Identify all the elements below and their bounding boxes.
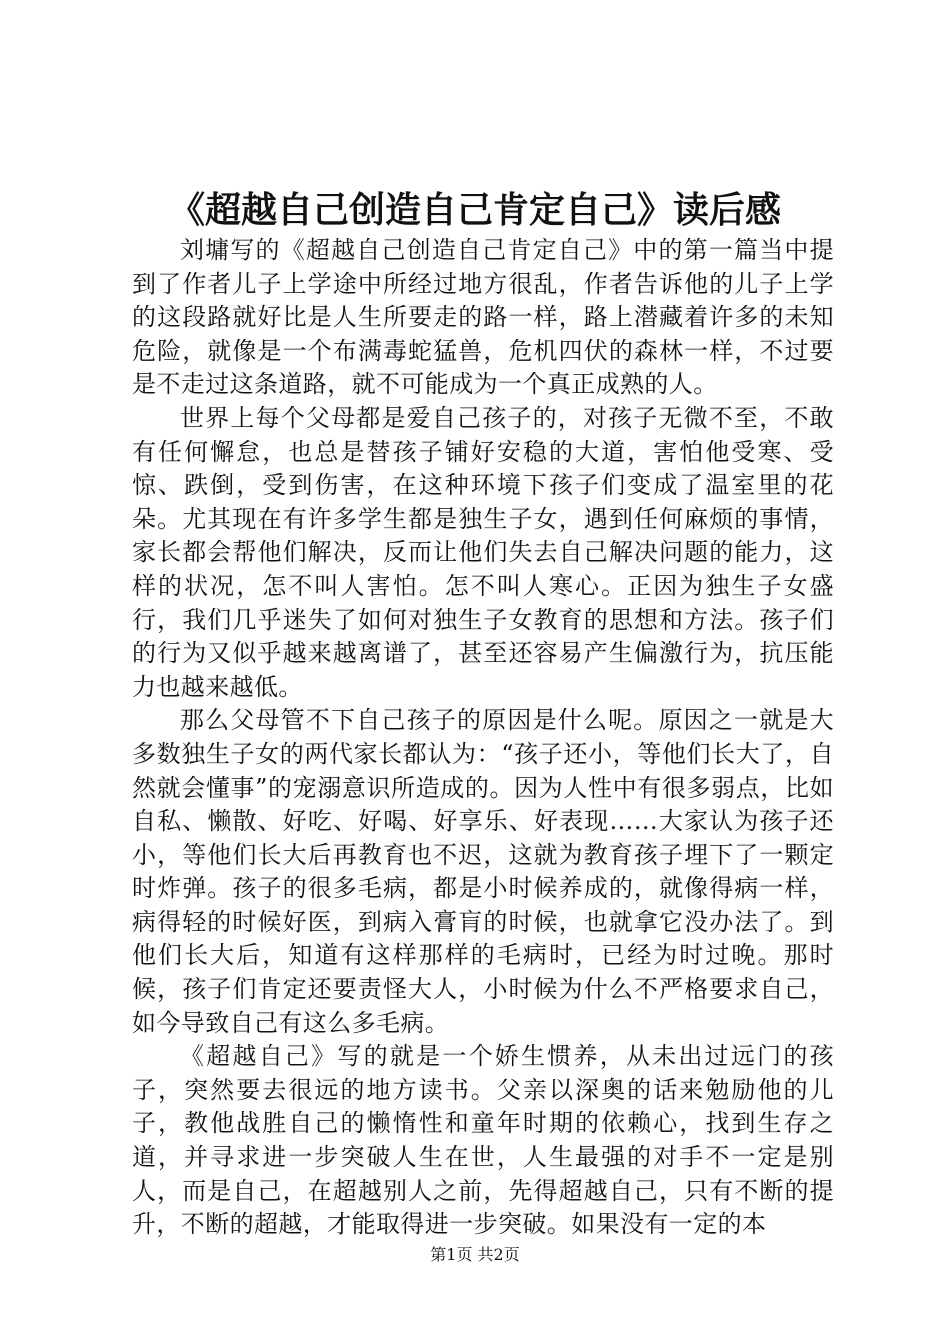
document-body	[132, 234, 834, 1242]
paragraph-4: 《超越自己》写的就是一个娇生惯养，从未出过远门的孩子，突然要去很远的地方读书。父亲以深奥的话来勉励他的儿子，教他战胜自己的懒惰性和童年时期的依赖心，找到生存之道，并寻求进一步突破人生在世，人生最强的对手不一定是别人，而是自己，在超越别人之前，先得超越自己，只有不断的提升，不断的超越，才能取得进一步突破。如果没有一定的本	[132, 1042, 834, 1239]
document-title: 《超越自己创造自己肯定自己》读后感	[168, 189, 781, 231]
paragraph-2: 世界上每个父母都是爱自己孩子的，对孩子无微不至，不敢有任何懈怠，也总是替孩子铺好安稳的大道，害怕他受寒、受惊、跌倒，受到伤害，在这种环境下孩子们变成了温室里的花朵。尤其现在有许多学生都是独生子女，遇到任何麻烦的事情，家长都会帮他们解决，反而让他们失去自己解决问题的能力，这样的状况，怎不叫人害怕。怎不叫人寒心。正因为独生子女盛行，我们几乎迷失了如何对独生子女教育的思想和方法。孩子们的行为又似乎越来越离谱了，甚至还容易产生偏激行为，抗压能力也越来越低。	[132, 403, 834, 701]
page-number-footer: 第1页 共2页	[430, 1245, 520, 1264]
paragraph-1: 刘墉写的《超越自己创造自己肯定自己》中的第一篇当中提到了作者儿子上学途中所经过地方很乱，作者告诉他的儿子上学的这段路就好比是人生所要走的路一样，路上潜藏着许多的未知危险，就像是一个布满毒蛇猛兽，危机四伏的森林一样，不过要是不走过这条道路，就不可能成为一个真正成熟的人。	[132, 236, 834, 399]
paragraph-3: 那么父母管不下自己孩子的原因是什么呢。原因之一就是大多数独生子女的两代家长都认为：“孩子还小，等他们长大了，自然就会懂事”的宠溺意识所造成的。因为人性中有很多弱点，比如自私、懒散、好吃、好喝、好享乐、好表现……大家认为孩子还小，等他们长大后再教育也不迟，这就为教育孩子埋下了一颗定时炸弹。孩子的很多毛病，都是小时候养成的，就像得病一样，病得轻的时候好医，到病入膏肓的时候，也就拿它没办法了。到他们长大后，知道有这样那样的毛病时，已经为时过晚。那时候，孩子们肯定还要责怪大人，小时候为什么不严格要求自己，如今导致自己有这么多毛病。	[132, 706, 834, 1037]
